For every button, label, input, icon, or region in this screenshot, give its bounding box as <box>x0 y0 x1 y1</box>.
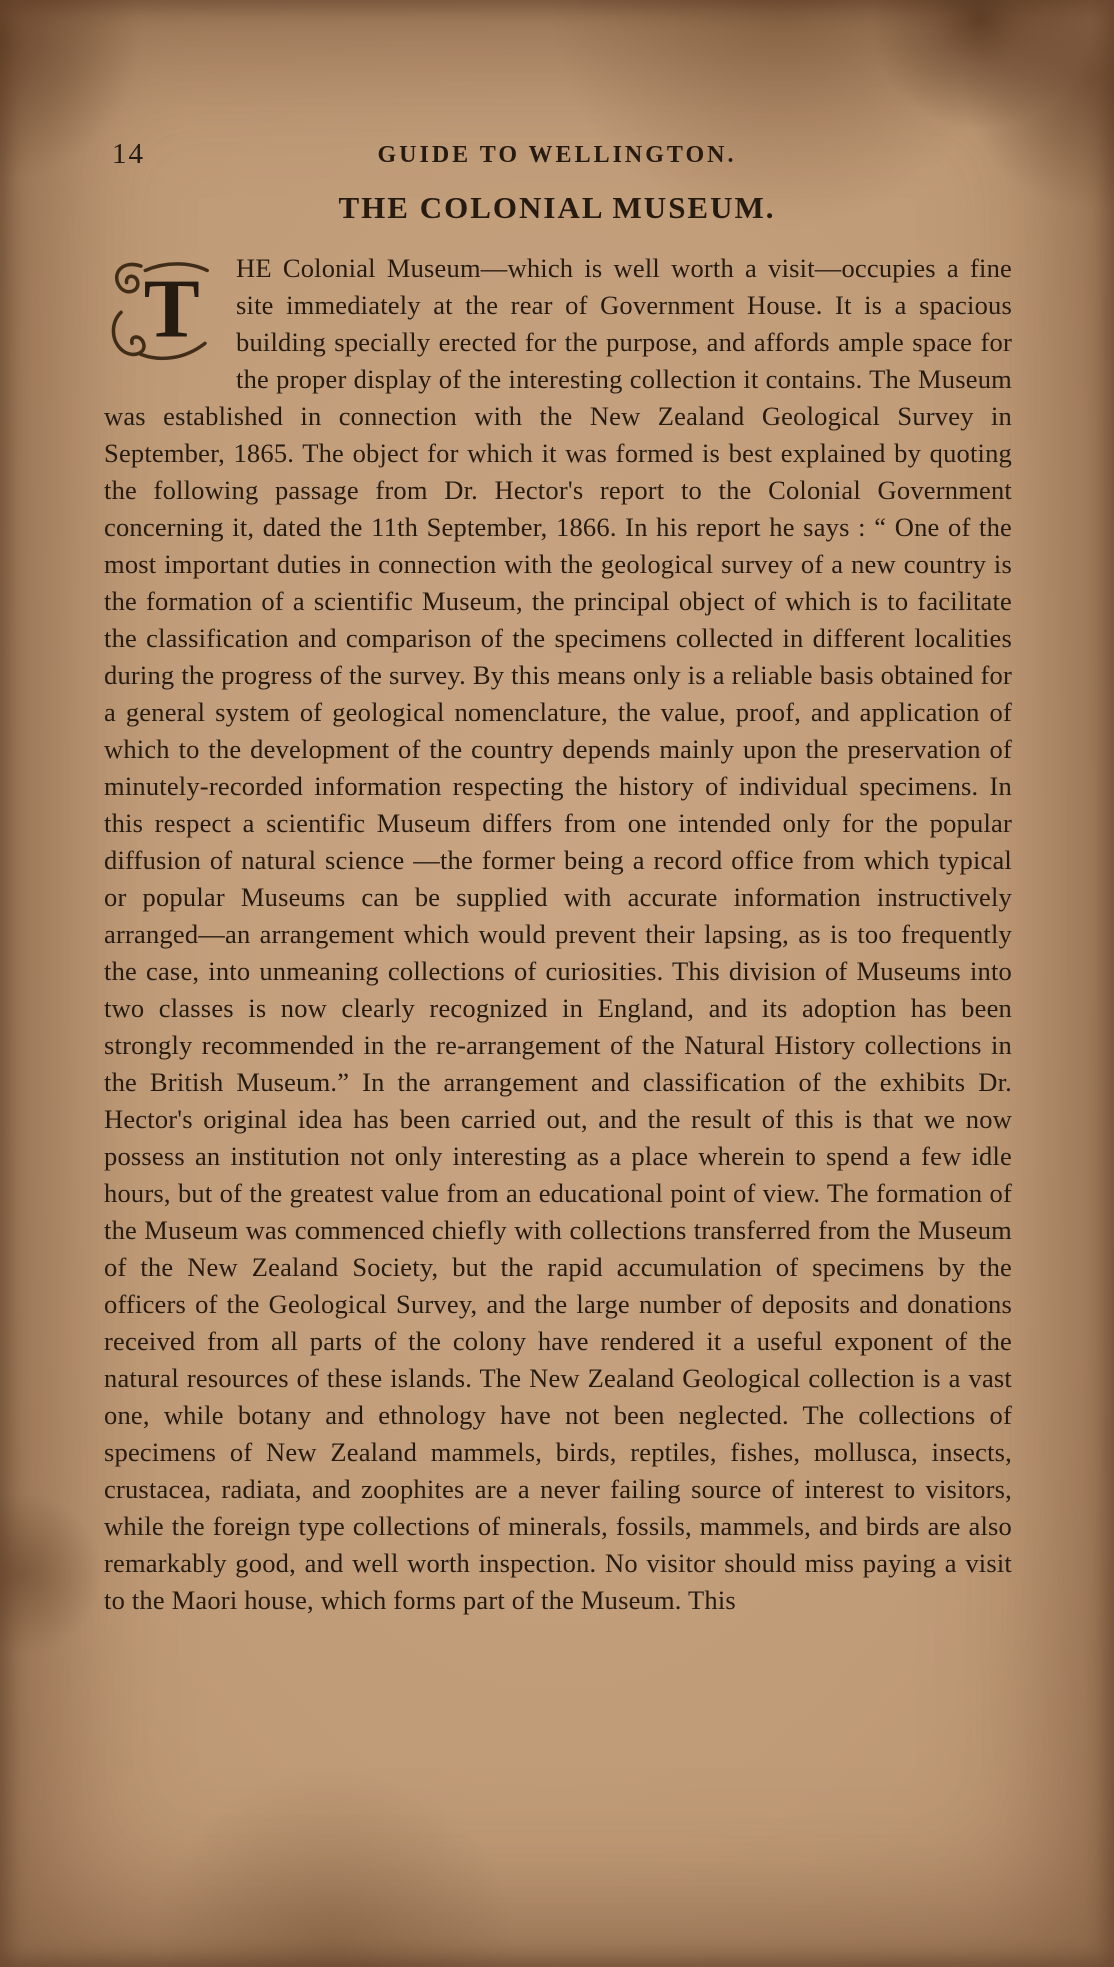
page-number: 14 <box>112 138 145 170</box>
running-header: GUIDE TO WELLINGTON. <box>377 142 737 168</box>
drop-cap-initial <box>104 255 222 361</box>
page-header <box>104 138 1010 178</box>
paragraph-text: HE Colonial Museum—which is well worth a visit—occupies a fine site immediately at the rear of Government House. It is a spacious building specially erected for the purpose, and affords ample space for the proper display of the interesting collection it contains. The Museum was established in connection with the New Zealand Geological Survey in September, 1865. The object for which it was formed is best explained by quoting the following passage from Dr. Hector's report to the Colonial Government concerning it, dated the 11th September, 1866. In his report he says : “ One of the most important duties in connection with the geological survey of a new country is the formation of a scientific Museum, the principal object of which is to facilitate the classification and comparison of the specimens collected in different localities during the progress of the survey. By this means only is a reliable basis obtained for a general system of geological nomenclature, the value, proof, and application of which to the development of the country depends mainly upon the preservation of minutely-recorded information respecting the history of individual specimens. In this respect a scientific Museum differs from one intended only for the popular diffusion of natural science —the former being a record office from which typical or popular Museums can be supplied with accurate information instructively arranged—an arrangement which would prevent their lapsing, as is too frequently the case, into unmeaning collections of curiosities. This division of Museums into two classes is now clearly recognized in England, and its adoption has been strongly recommended in the re-arrangement of the Natural History collections in the British Museum.” In the arrangement and classification of the exhibits Dr. Hector's original idea has been carried out, and the result of this is that we now possess an institution not only interesting as a place wherein to spend a few idle hours, but of the greatest value from an educational point of view. The formation of the Museum was commenced chiefly with collections transferred from the Museum of the New Zealand Society, but the rapid accumulation of specimens by the officers of the Geological Survey, and the large number of deposits and donations received from all parts of the colony have rendered it a useful exponent of the natural resources of these islands. The New Zealand Geological collection is a vast one, while botany and ethnology have not been neglected. The collections of specimens of New Zealand mammels, birds, reptiles, fishes, mollusca, insects, crustacea, radiata, and zoophites are a never failing source of interest to visitors, while the foreign type collections of minerals, fossils, mammels, and birds are also remarkably good, and well worth inspection. No visitor should miss paying a visit to the Maori house, which forms part of the Museum. This <box>104 253 1012 1615</box>
drop-cap-letter: T <box>143 262 200 356</box>
chapter-title: THE COLONIAL MUSEUM. <box>338 190 776 225</box>
body-text <box>104 250 1012 1619</box>
ornate-initial-graphic <box>104 255 222 361</box>
